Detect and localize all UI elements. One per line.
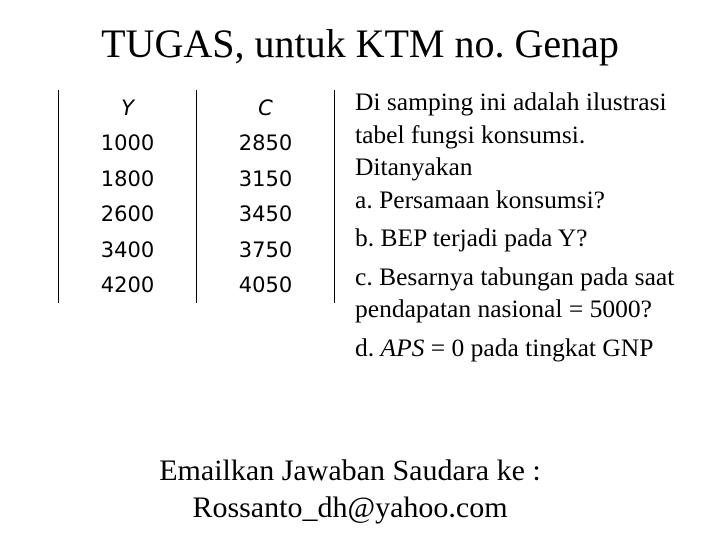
table-row (59, 232, 335, 268)
question-item-d-prefix: d. (355, 332, 381, 362)
table-header-row (59, 90, 335, 126)
cell-y: 3400 (59, 232, 197, 268)
cell-c: 3150 (197, 161, 335, 197)
column-header-c: C (197, 90, 335, 126)
footer (0, 452, 700, 526)
column-header-y: Y (59, 90, 197, 126)
table-row (59, 197, 335, 233)
table-row (59, 161, 335, 197)
cell-c: 4050 (197, 268, 335, 304)
slide-title: TUGAS, untuk KTM no. Genap (101, 21, 619, 66)
question-item-a: a. Persamaan konsumsi? (355, 184, 605, 214)
cell-c: 3750 (197, 232, 335, 268)
question-item-c: c. Besarnya tabungan pada saat pendapatan nasional = 5000? (355, 261, 675, 323)
consumption-table (58, 90, 335, 303)
table-row (59, 126, 335, 162)
cell-y: 2600 (59, 197, 197, 233)
question-item-d (355, 332, 700, 365)
question-text (355, 86, 700, 364)
cell-c: 3450 (197, 197, 335, 233)
footer-instruction: Emailkan Jawaban Saudara ke : (159, 454, 541, 487)
question-item-d-rest: = 0 pada tingkat GNP (424, 332, 654, 362)
question-intro: Di samping ini adalah ilustrasi tabel fungsi konsumsi. Ditanyakan (355, 87, 667, 181)
question-item-d-term: APS (380, 332, 425, 362)
footer-email: Rossanto_dh@yahoo.com (192, 491, 508, 524)
cell-c: 2850 (197, 126, 335, 162)
cell-y: 4200 (59, 268, 197, 304)
cell-y: 1000 (59, 126, 197, 162)
question-item-b: b. BEP terjadi pada Y? (355, 223, 588, 252)
cell-y: 1800 (59, 161, 197, 197)
table-row (59, 268, 335, 304)
